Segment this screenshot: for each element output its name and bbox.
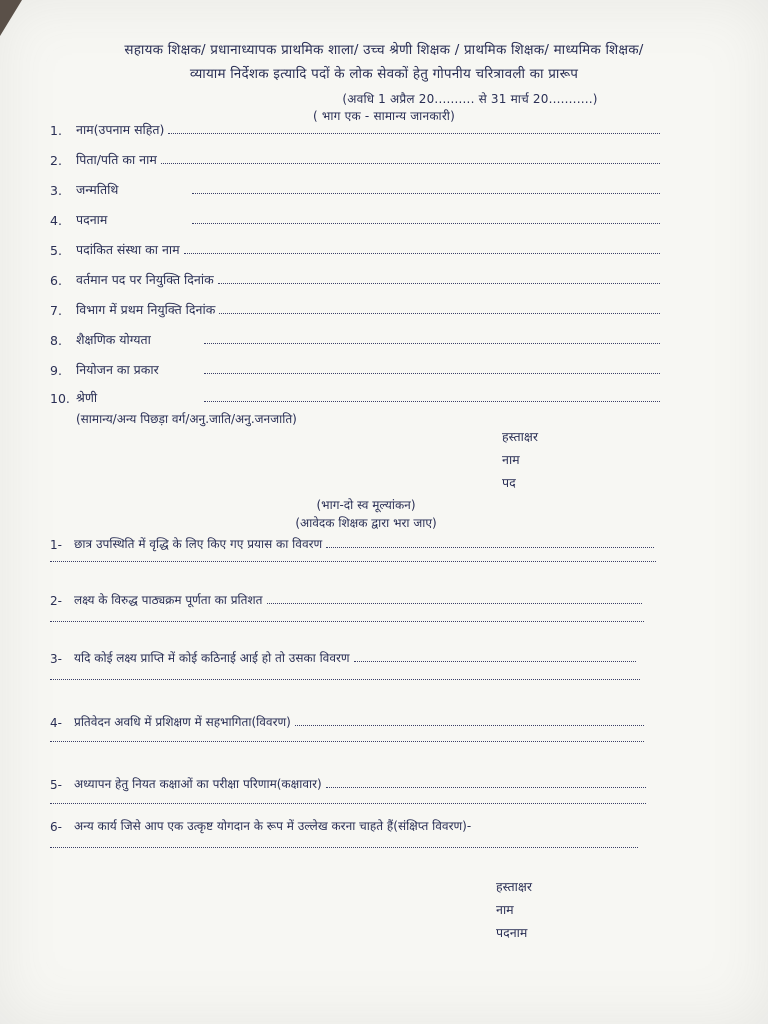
field-label: जन्मतिथि xyxy=(76,182,119,197)
form-title-line-2: व्यायाम निर्देशक इत्यादि पदों के लोक सेवकों हेतु गोपनीय चरित्रावली का प्रारूप xyxy=(189,66,579,82)
part-two-subheading: (आवेदक शिक्षक द्वारा भरा जाए) xyxy=(295,516,437,530)
field-row-date-of-birth xyxy=(50,178,660,198)
answer-line[interactable] xyxy=(50,560,656,562)
question-text: यदि कोई लक्ष्य प्राप्ति में कोई कठिनाई आई हो तो उसका विवरण xyxy=(74,651,350,665)
field-number: 9. xyxy=(50,363,62,378)
name-label: नाम xyxy=(502,452,520,467)
field-number: 7. xyxy=(50,303,62,318)
question-text: प्रतिवेदन अवधि में प्रशिक्षण में सहभागिता(विवरण) xyxy=(74,715,291,729)
question-number: 3- xyxy=(50,652,62,666)
question-row-syllabus-completion xyxy=(50,588,642,608)
name-label: नाम xyxy=(496,902,514,917)
answer-line[interactable] xyxy=(50,620,644,622)
fill-in-line[interactable] xyxy=(204,400,660,402)
field-row-employment-type xyxy=(50,358,660,378)
answer-line[interactable] xyxy=(50,802,646,804)
fill-in-line[interactable] xyxy=(161,162,660,164)
field-label: वर्तमान पद पर नियुक्ति दिनांक xyxy=(76,272,214,287)
field-row-posted-institution xyxy=(50,238,660,258)
form-title-line-1: सहायक शिक्षक/ प्रधानाध्यापक प्राथमिक शाला/ उच्च श्रेणी शिक्षक / प्राथमिक शिक्षक/ माध्यमिक शिक्षक/ xyxy=(124,42,644,58)
question-text: लक्ष्य के विरुद्ध पाठ्यक्रम पूर्णता का प्रतिशत xyxy=(74,593,263,607)
field-row-qualification xyxy=(50,328,660,348)
fill-in-line[interactable] xyxy=(326,786,646,788)
field-label: नियोजन का प्रकार xyxy=(76,362,159,377)
answer-line[interactable] xyxy=(50,678,640,680)
field-label: विभाग में प्रथम नियुक्ति दिनांक xyxy=(76,302,216,317)
field-number: 6. xyxy=(50,273,62,288)
fill-in-line[interactable] xyxy=(295,724,644,726)
part-two-heading: (भाग-दो स्व मूल्यांकन) xyxy=(316,498,416,512)
field-row-category xyxy=(50,386,660,406)
field-label: पदांकित संस्था का नाम xyxy=(76,242,180,257)
question-row-exam-results xyxy=(50,772,646,792)
field-label: श्रेणी xyxy=(76,390,98,405)
post-label: पद xyxy=(502,475,516,490)
fill-in-line[interactable] xyxy=(354,660,636,662)
signature-label: हस्ताक्षर xyxy=(502,429,538,444)
answer-line[interactable] xyxy=(50,846,638,848)
field-row-first-appointment-date xyxy=(50,298,660,318)
fill-in-line[interactable] xyxy=(204,342,660,344)
field-row-father-husband-name xyxy=(50,148,660,168)
question-text: छात्र उपस्थिति में वृद्धि के लिए किए गए प्रयास का विवरण xyxy=(74,537,323,551)
field-row-name xyxy=(50,118,660,138)
question-number: 4- xyxy=(50,716,62,730)
assessment-period: (अवधि 1 अप्रैल 20.......... से 31 मार्च 20...........) xyxy=(342,92,598,106)
field-number: 8. xyxy=(50,333,62,348)
question-number: 6- xyxy=(50,820,62,834)
question-text: अन्य कार्य जिसे आप एक उत्कृष्ट योगदान के रूप में उल्लेख करना चाहते हैं(संक्षिप्त विवरण)- xyxy=(74,819,472,833)
field-row-current-post-date xyxy=(50,268,660,288)
field-number: 3. xyxy=(50,183,62,198)
page-corner-fold xyxy=(0,0,22,36)
question-number: 5- xyxy=(50,778,62,792)
field-label: पिता/पति का नाम xyxy=(76,152,157,167)
fill-in-line[interactable] xyxy=(326,546,654,548)
question-row-outstanding-contribution xyxy=(50,814,650,834)
fill-in-line[interactable] xyxy=(267,602,643,604)
designation-label: पदनाम xyxy=(496,925,528,940)
question-row-difficulties xyxy=(50,646,636,666)
question-text: अध्यापन हेतु नियत कक्षाओं का परीक्षा परिणाम(कक्षावार) xyxy=(74,777,322,791)
field-number: 2. xyxy=(50,153,62,168)
signature-label: हस्ताक्षर xyxy=(496,879,532,894)
answer-line[interactable] xyxy=(50,740,644,742)
fill-in-line[interactable] xyxy=(192,222,660,224)
field-label: नाम(उपनाम सहित) xyxy=(76,122,165,137)
question-row-attendance xyxy=(50,532,654,552)
fill-in-line[interactable] xyxy=(168,132,660,134)
category-options-note: (सामान्य/अन्य पिछड़ा वर्ग/अनु.जाति/अनु.जनजाति) xyxy=(76,412,297,426)
fill-in-line[interactable] xyxy=(204,372,660,374)
field-number: 4. xyxy=(50,213,62,228)
fill-in-line[interactable] xyxy=(192,192,660,194)
field-number: 10. xyxy=(50,391,70,406)
fill-in-line[interactable] xyxy=(184,252,660,254)
field-row-designation xyxy=(50,208,660,228)
field-number: 1. xyxy=(50,123,62,138)
field-number: 5. xyxy=(50,243,62,258)
question-row-training xyxy=(50,710,644,730)
part-one-heading: ( भाग एक - सामान्य जानकारी) xyxy=(313,109,455,123)
question-number: 2- xyxy=(50,594,62,608)
field-label: शैक्षणिक योग्यता xyxy=(76,332,151,347)
question-number: 1- xyxy=(50,538,62,552)
fill-in-line[interactable] xyxy=(218,282,660,284)
fill-in-line[interactable] xyxy=(219,312,660,314)
field-label: पदनाम xyxy=(76,212,108,227)
